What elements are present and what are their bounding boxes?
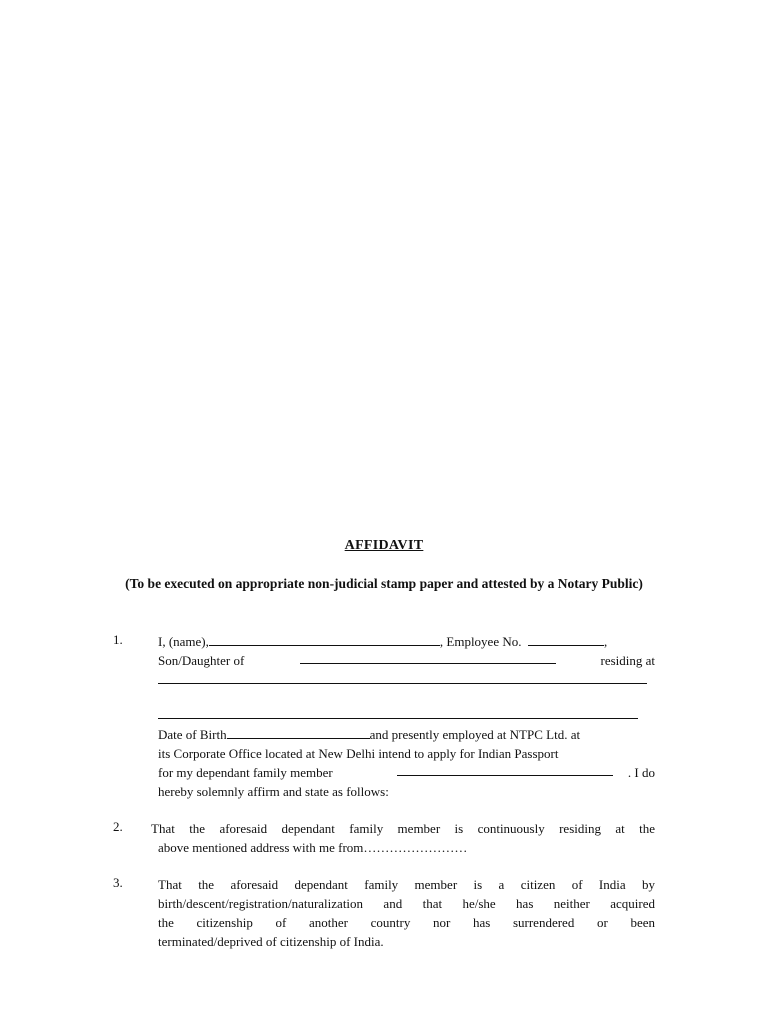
para1-line6-text-a: for my dependant family member bbox=[158, 765, 333, 780]
para1-line2-text-b: residing at bbox=[600, 653, 655, 668]
para1-line6-text-b: . I do bbox=[627, 765, 655, 780]
para1-line4 bbox=[158, 725, 655, 744]
para1-line7: hereby solemnly affirm and state as follows: bbox=[158, 784, 389, 799]
name-blank[interactable] bbox=[209, 633, 440, 646]
para3-line3: the citizenship of another country nor has surrendered or been bbox=[158, 915, 655, 930]
document-title: AFFIDAVIT bbox=[344, 538, 424, 553]
para1-line4-text-a: Date of Birth bbox=[158, 727, 227, 742]
para1-line2-text-a: Son/Daughter of bbox=[158, 653, 245, 668]
para1-line4-text-b: and presently employed at NTPC Ltd. at bbox=[369, 727, 581, 742]
document-subtitle: (To be executed on appropriate non-judicial stamp paper and attested by a Notary Public) bbox=[125, 576, 643, 591]
address-line-2[interactable] bbox=[158, 718, 638, 719]
para3-line2: birth/descent/registration/naturalization and that he/she has neither acquired bbox=[158, 896, 655, 911]
para2-line1: That the aforesaid dependant family member is continuously residing at the bbox=[151, 821, 655, 836]
para3-number: 3. bbox=[113, 875, 123, 890]
para2-line2: above mentioned address with me from…………………… bbox=[158, 840, 468, 855]
para1-line1 bbox=[158, 632, 655, 651]
para3-line4: terminated/deprived of citizenship of India. bbox=[158, 934, 384, 949]
para1-line5: its Corporate Office located at New Delhi intend to apply for Indian Passport bbox=[158, 746, 559, 761]
dob-blank[interactable] bbox=[227, 726, 370, 739]
family-member-blank[interactable] bbox=[397, 763, 613, 776]
para1-line1-text-a: I, (name), bbox=[158, 634, 209, 649]
para1-line6 bbox=[158, 763, 655, 782]
para1-line1-text-b: , Employee No. bbox=[439, 634, 522, 649]
para1-line1-text-c: , bbox=[603, 634, 608, 649]
para1-number: 1. bbox=[113, 632, 123, 647]
para1-line2 bbox=[158, 651, 655, 670]
para2-number: 2. bbox=[113, 819, 123, 834]
para3-line1: That the aforesaid dependant family member is a citizen of India by bbox=[158, 877, 655, 892]
address-line-1[interactable] bbox=[158, 683, 647, 684]
parent-name-blank[interactable] bbox=[300, 651, 556, 664]
employee-no-blank[interactable] bbox=[528, 633, 604, 646]
